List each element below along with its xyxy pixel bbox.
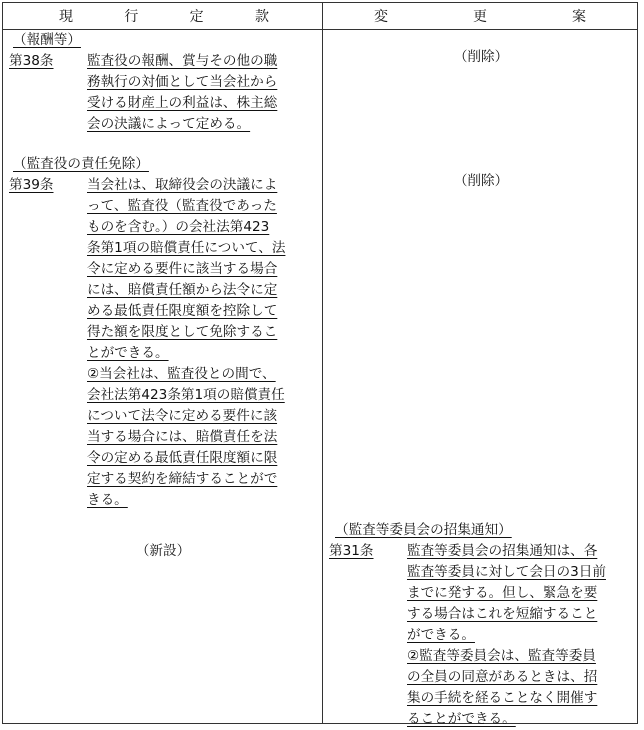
article-31-line: までに発する。但し、緊急を要 [407,585,598,601]
article-31-number: 第31条 [329,543,374,559]
article-39-line: 条第1項の賠償責任について、法 [87,240,286,256]
column-divider [322,3,323,723]
article-31-line: ②監査等委員会は、監査等委員 [407,648,596,664]
header-char: 変 [374,9,388,25]
header-char: 案 [572,9,586,25]
article-39-line: 定する契約を締結することがで [87,471,278,487]
article-31-line: の全員の同意があるときは、招 [407,669,598,685]
header-current-articles [59,3,269,29]
article-39-line: める最低責任限度額を控除して [87,303,278,319]
header-char: 行 [124,9,139,25]
article-31-line: ができる。 [407,627,475,643]
article-39-line: 当する場合には、賠償責任を法 [87,429,278,445]
article-39-line: には、賠償責任額から法令に定 [87,282,278,298]
article-39-line: について法令に定める要件に該 [87,408,278,424]
deleted-label: （削除） [453,173,509,189]
article-31-line: する場合はこれを短縮すること [407,606,598,622]
article-31-caption: （監査等委員会の招集通知） [335,522,512,538]
article-31-line: 監査等委員会の招集通知は、各 [407,543,598,559]
article-39-line: 令に定める要件に該当する場合 [87,261,278,277]
article-39-line: とができる。 [87,345,169,361]
article-39-line: 会社法第423条第1項の賠償責任 [87,387,285,403]
article-39-caption: （監査役の責任免除） [13,156,149,172]
article-39-line: って、監査役（監査役であった [87,198,277,214]
article-31-line: ることができる。 [407,711,516,727]
newly-established-label: （新設） [135,543,191,559]
article-38-number: 第38条 [9,53,54,69]
header-proposed-amendments [374,3,586,29]
proposed-amendments-column [329,30,633,727]
current-articles-column [9,30,317,723]
article-39-line: ②当会社は、監査役との間で、 [87,366,276,382]
article-39-line: ものを含む。）の会社法第423 [87,219,270,235]
article-38-caption: （報酬等） [13,32,81,48]
header-char: 更 [473,9,487,25]
deleted-label: （削除） [453,49,509,65]
amendment-table [2,2,638,727]
article-39-line: 当会社は、取締役会の決議によ [87,177,278,193]
article-31-line: 集の手続を経ることなく開催す [407,690,598,706]
article-39-line: きる。 [87,492,128,508]
article-39-line: 得た額を限度として免除するこ [87,324,278,340]
article-31-line: 監査等委員に対して会日の3日前 [407,564,606,580]
article-38-line: 務執行の対価として当会社から [87,74,278,90]
article-39-line: 令の定める最低責任限度額に限 [87,450,278,466]
header-char: 現 [59,9,73,25]
article-38-line: 監査役の報酬、賞与その他の職 [87,53,278,69]
header-char: 定 [189,9,204,25]
article-39-number: 第39条 [9,177,54,193]
article-38-line: 会の決議によって定める。 [87,116,251,132]
header-char: 款 [254,9,269,25]
article-38-line: 受ける財産上の利益は、株主総 [87,95,278,111]
